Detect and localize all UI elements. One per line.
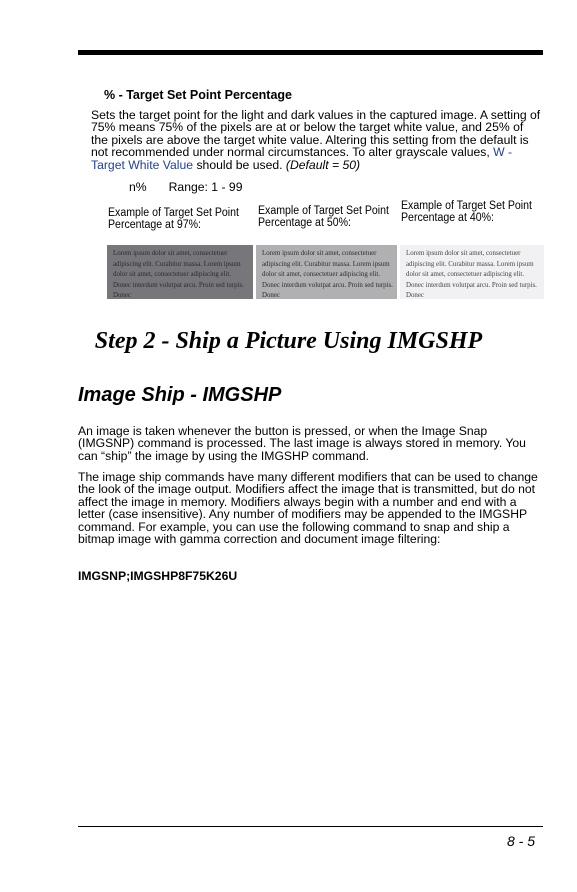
example-caption-50: Example of Target Set Point Percentage at 50%:: [258, 205, 389, 229]
image-ship-modifiers: The image ship commands have many different modifiers that can be used to change the look of the image output. Modifiers affect the image that is transmitted, but do not affect the image in memory. Modifiers always begin with a number and end with a letter (case insensitive). Any number of modifiers may be appended to the IMGSHP command. For example, you can use the following command to snap and ship a bitmap image with gamma correction and document image filtering:: [78, 470, 538, 547]
image-ship-intro: An image is taken whenever the button is pressed, or when the Image Snap (IMGSNP) command is processed. The last image is always stored in memory. You can “ship” the image by using the IMGSHP command.: [78, 424, 526, 463]
range-label: Range: 1 - 99: [168, 180, 243, 194]
target-set-point-description: [91, 109, 543, 171]
bottom-rule: [78, 826, 543, 827]
example-caption-40: Example of Target Set Point Percentage at 40%:: [401, 200, 532, 224]
top-rule: [78, 50, 543, 55]
page-number: 8 - 5: [507, 833, 536, 849]
sample-image-50: Lorem ipsum dolor sit amet, consectetuer adipiscing elit. Curabitur massa. Lorem ipsum dolor sit amet, consectetuer adipiscing elit. Donec interdum volutpat arcu. Proin sed turpis. Donec: [256, 245, 397, 299]
description-text-after: should be used.: [193, 157, 286, 172]
sample-image-97: Lorem ipsum dolor sit amet, consectetuer adipiscing elit. Curabitur massa. Lorem ipsum dolor sit amet, consectetuer adipiscing elit. Donec interdum volutpat arcu. Proin sed turpis. Donec: [107, 245, 253, 299]
description-text: Sets the target point for the light and dark values in the captured image. A setting of 75% means 75% of the pixels are at or below the target white value, and 25% of the pixels are above the target white value. Altering this setting from the default is not recommended under normal circumstances. To alter grayscale values,: [91, 108, 541, 160]
example-caption-97: Example of Target Set Point Percentage at 97%:: [108, 207, 239, 231]
example-command: IMGSNP;IMGSHP8F75K26U: [78, 569, 238, 583]
target-white-value-link[interactable]: W - Target White Value: [91, 145, 513, 172]
image-ship-heading: Image Ship - IMGSHP: [78, 384, 282, 406]
step-title: Step 2 - Ship a Picture Using IMGSHP: [94, 328, 483, 354]
section-heading: % - Target Set Point Percentage: [104, 88, 293, 102]
sample-image-40: Lorem ipsum dolor sit amet, consectetuer adipiscing elit. Curabitur massa. Lorem ipsum dolor sit amet, consectetuer adipiscing elit. Donec interdum volutpat arcu. Proin sed turpis. Donec: [400, 245, 544, 299]
range-row: [129, 180, 242, 194]
default-note: (Default = 50): [285, 157, 361, 172]
range-param: n%: [129, 180, 147, 194]
